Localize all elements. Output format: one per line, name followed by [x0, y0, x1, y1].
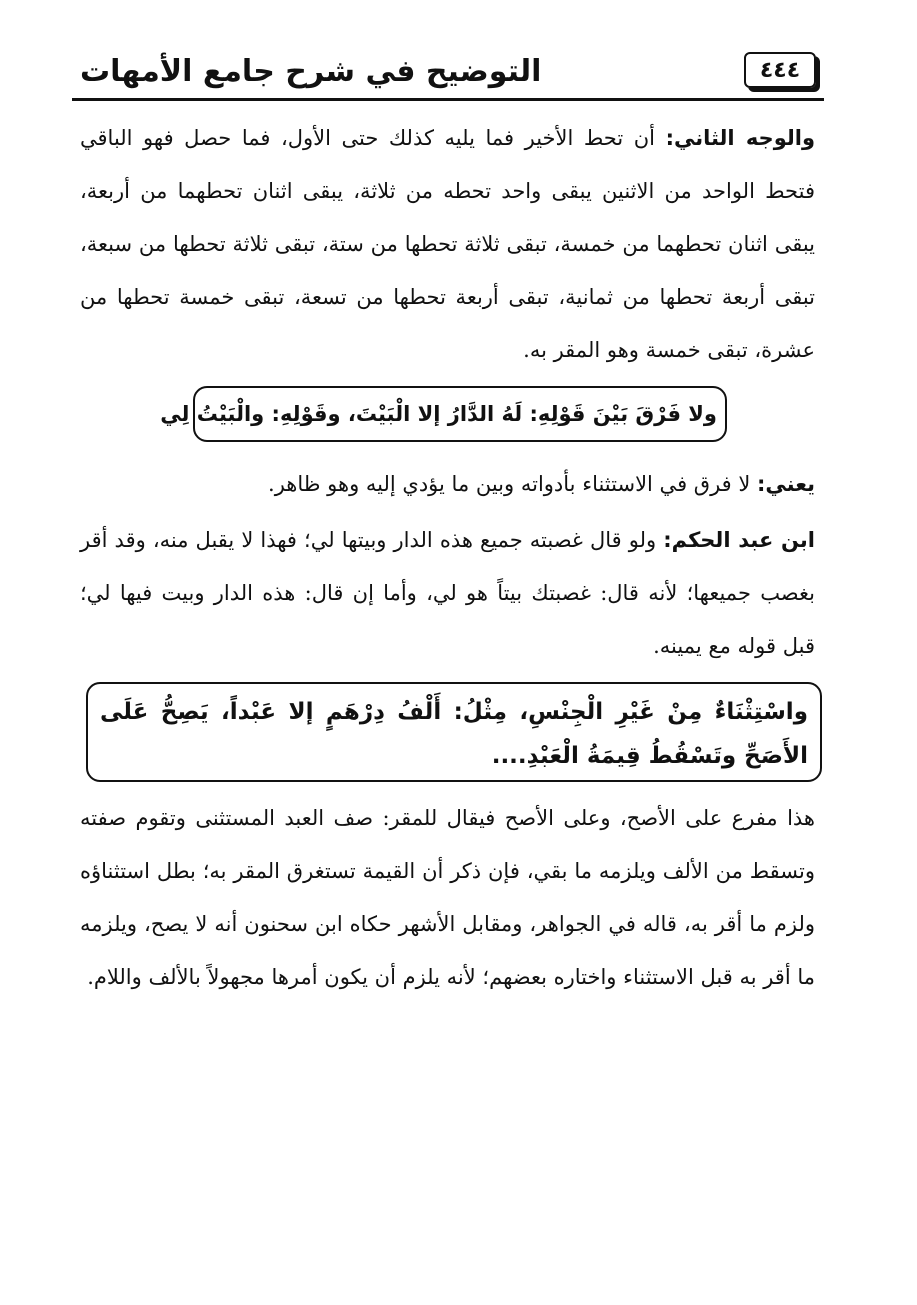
paragraph-lead: يعني: [757, 472, 815, 496]
commentary-paragraph-1 [80, 112, 815, 377]
paragraph-lead: والوجه الثاني: [665, 126, 815, 150]
page-header [72, 48, 824, 104]
page-number: ٤٤٤ [744, 52, 816, 88]
commentary-paragraph-4 [80, 792, 815, 1004]
paragraph-text: أن تحط الأخير فما يليه كذلك حتى الأول، فما حصل فهو الباقي فتحط الواحد من الاثنين يبقى واحد تحطه من ثلاثة، يبقى اثنان تحطهما من أربعة، يبقى اثنان تحطهما من خمسة، تبقى ثلاثة تحطها من ستة، تبقى ثلاثة تحطها من سبعة، تبقى أربعة تحطها من ثمانية، تبقى أربعة تحطها من تسعة، تبقى خمسة تحطها من عشرة، تبقى خمسة وهو المقر به. [80, 126, 815, 362]
matn-text: واسْتِثْنَاءٌ مِنْ غَيْرِ الْجِنْسِ، مِثْلُ: أَلْفُ دِرْهَمٍ إلا عَبْداً، يَصِحُّ عَلَى الأَصَحِّ وتَسْقُطُ قِيمَةُ الْعَبْدِ.... [100, 699, 808, 769]
paragraph-lead: ابن عبد الحكم: [663, 528, 815, 552]
paragraph-text: ولو قال غصبته جميع هذه الدار وبيتها لي؛ فهذا لا يقبل منه، وقد أقر بغصب جميعها؛ لأنه قال: غصبتك بيتاً هو لي، وأما إن قال: هذه الدار وبيت فيها لي؛ قبل قوله مع يمينه. [80, 528, 815, 658]
matn-text: ولا فَرْقَ بَيْنَ قَوْلِهِ: لَهُ الدَّارُ إلا الْبَيْتَ، وقَوْلِهِ: والْبَيْتُ لِي [160, 402, 717, 426]
paragraph-text: لا فرق في الاستثناء بأدواته وبين ما يؤدي إليه وهو ظاهر. [268, 472, 758, 496]
paragraph-text: هذا مفرع على الأصح، وعلى الأصح فيقال للمقر: صف العبد المستثنى وتقوم صفته وتسقط من الألف ويلزمه ما بقي، فإن ذكر أن القيمة تستغرق المقر به؛ بطل استثناؤه ولزم ما أقر به، قاله في الجواهر، ومقابل الأشهر حكاه ابن سحنون أنه لا يصح، ويلزمه ما أقر به قبل الاستثناء واختاره بعضهم؛ لأنه يلزم أن يكون أمرها مجهولاً بالألف واللام. [80, 806, 815, 989]
commentary-paragraph-3 [80, 514, 815, 673]
matn-box-1 [160, 386, 727, 442]
commentary-paragraph-2 [115, 458, 815, 511]
running-title: التوضيح في شرح جامع الأمهات [80, 54, 542, 89]
matn-box-2 [86, 682, 822, 782]
header-rule [72, 98, 824, 101]
